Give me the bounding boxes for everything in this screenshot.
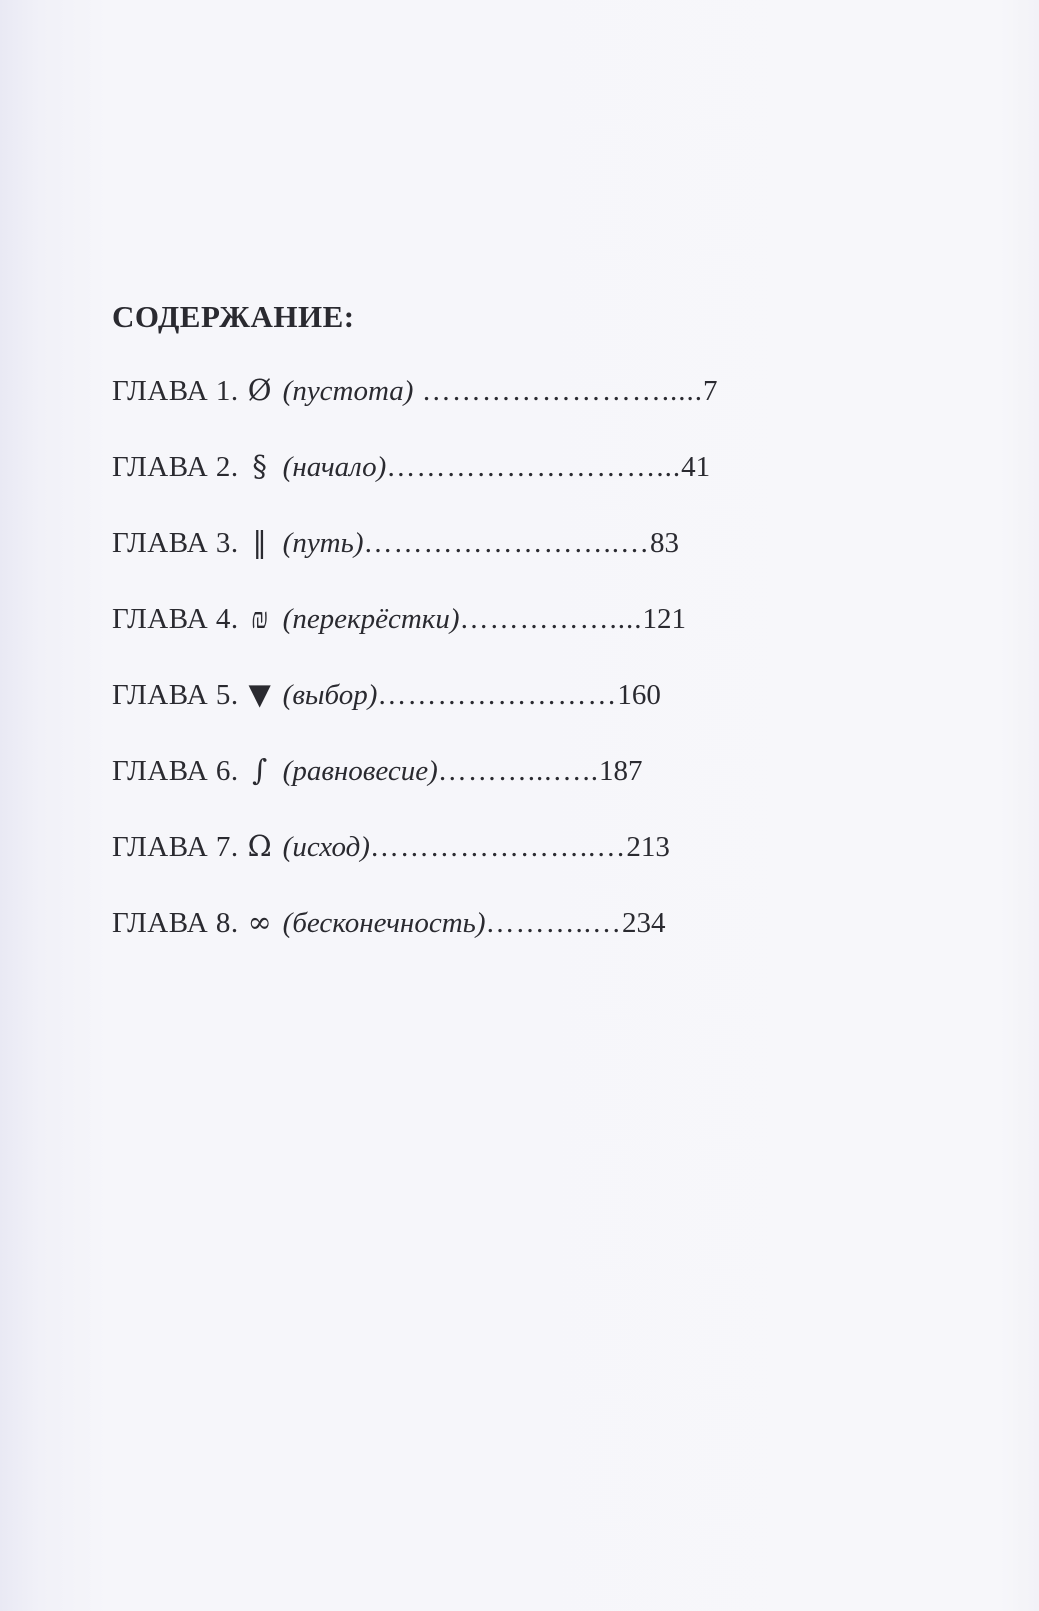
toc-entry-chapter-6 bbox=[112, 750, 812, 790]
chapter-label: ГЛАВА 5. bbox=[112, 679, 239, 711]
page-number: 213 bbox=[626, 831, 670, 863]
page-number: 41 bbox=[681, 451, 711, 483]
chapter-label: ГЛАВА 3. bbox=[112, 527, 239, 559]
leader-dots: ……………………..... bbox=[413, 375, 703, 407]
page-number: 160 bbox=[617, 679, 661, 711]
page-number: 83 bbox=[649, 527, 679, 559]
chapter-name: (равновесие) bbox=[282, 755, 438, 787]
chapter-label: ГЛАВА 4. bbox=[112, 603, 239, 635]
chapter-name: (пустота) bbox=[282, 375, 414, 407]
chapter-name: (начало) bbox=[282, 451, 387, 483]
page-number: 7 bbox=[702, 375, 718, 407]
toc-title: СОДЕРЖАНИЕ: bbox=[112, 299, 355, 334]
toc-list bbox=[112, 370, 812, 942]
chapter-label: ГЛАВА 2. bbox=[112, 451, 239, 483]
table-of-contents bbox=[112, 292, 812, 978]
toc-entry-chapter-7 bbox=[112, 826, 812, 866]
page-number: 234 bbox=[622, 907, 666, 939]
shekel-sign-icon: ₪ bbox=[250, 601, 269, 635]
down-triangle-icon: ▼ bbox=[248, 677, 271, 711]
chapter-label: ГЛАВА 6. bbox=[112, 755, 239, 787]
leader-dots: ……………………..… bbox=[363, 527, 650, 559]
section-sign-icon: § bbox=[252, 449, 267, 483]
toc-entry-chapter-2 bbox=[112, 446, 812, 486]
chapter-name: (исход) bbox=[282, 831, 370, 863]
infinity-icon: ∞ bbox=[247, 905, 272, 939]
leader-dots: …………….... bbox=[459, 603, 643, 635]
page-number: 187 bbox=[599, 755, 643, 787]
double-bar-icon: ‖ bbox=[252, 525, 267, 559]
chapter-label: ГЛАВА 7. bbox=[112, 831, 239, 863]
leader-dots: ………..… bbox=[485, 907, 622, 939]
toc-entry-chapter-3 bbox=[112, 522, 812, 562]
leader-dots: …………………..… bbox=[369, 831, 627, 863]
chapter-name: (перекрёстки) bbox=[282, 603, 460, 635]
integral-icon: ∫ bbox=[252, 753, 268, 787]
chapter-label: ГЛАВА 1. bbox=[112, 375, 239, 407]
page-number: 121 bbox=[642, 603, 687, 635]
chapter-name: (бесконечность) bbox=[282, 907, 486, 939]
toc-entry-chapter-4 bbox=[112, 598, 812, 638]
toc-entry-chapter-5 bbox=[112, 674, 812, 714]
leader-dots: ………………………... bbox=[386, 451, 682, 483]
empty-set-icon: Ø bbox=[247, 373, 272, 407]
leader-dots: …………………… bbox=[377, 679, 618, 711]
chapter-label: ГЛАВА 8. bbox=[112, 907, 239, 939]
chapter-name: (выбор) bbox=[282, 679, 378, 711]
omega-icon: Ω bbox=[247, 829, 272, 863]
toc-entry-chapter-1 bbox=[112, 370, 812, 410]
leader-dots: ………...….. bbox=[437, 755, 600, 787]
toc-entry-chapter-8 bbox=[112, 902, 812, 942]
chapter-name: (путь) bbox=[282, 527, 364, 559]
